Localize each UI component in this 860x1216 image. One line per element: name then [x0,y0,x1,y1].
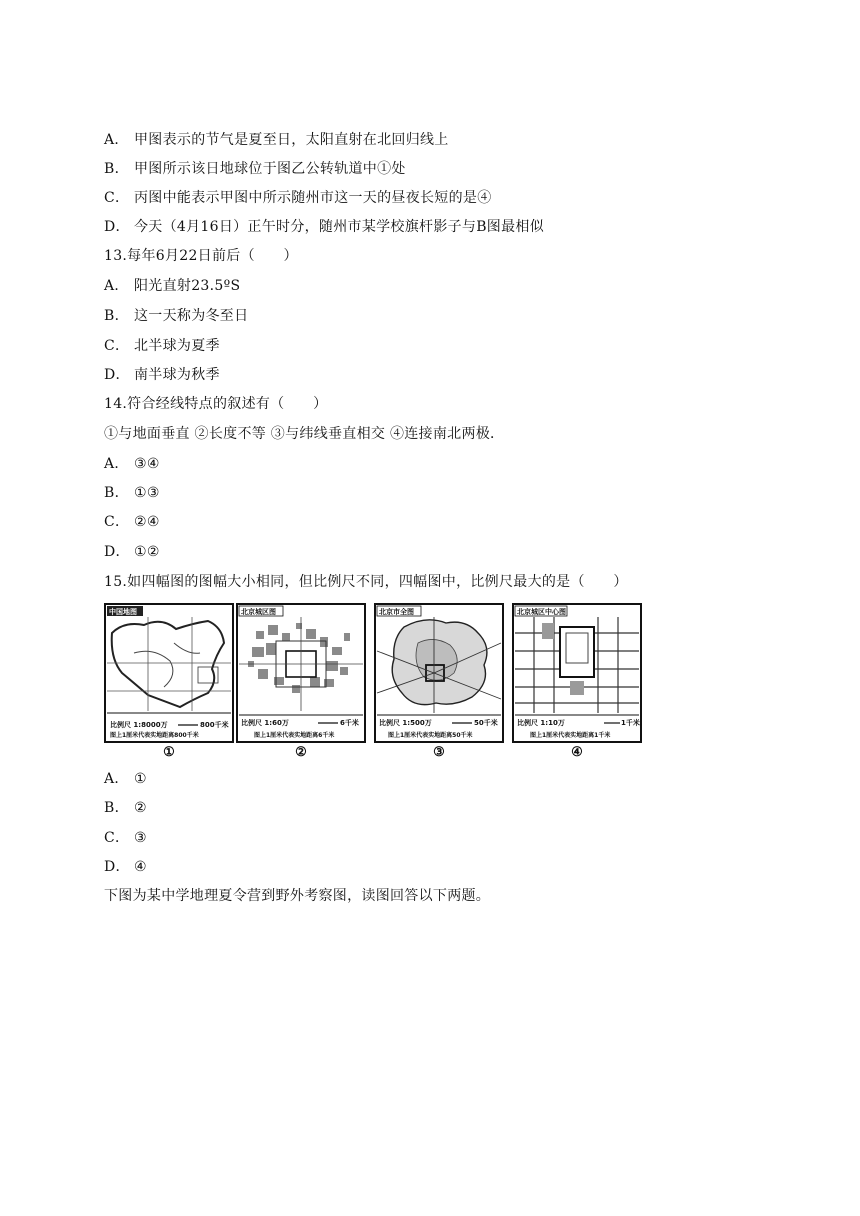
map-4-beijing-center [512,603,642,760]
q13-option-a: A． 阳光直射23.5ºS [104,278,241,294]
map-1-title: 中国地图 [109,608,137,616]
map-3-title: 北京市全图 [379,608,414,616]
map-3-bar: 50千米 [474,719,498,727]
map-1-caption: ① [163,745,175,760]
map-4-title: 北京城区中心图 [517,608,566,616]
map-2-scale: 比例尺 1:60万 [241,719,289,727]
q14-option-a: A． ③④ [104,456,160,472]
q12-option-a: A． 甲图表示的节气是夏至日，太阳直射在北回归线上 [104,132,449,148]
map-2-title: 北京城区图 [241,608,276,616]
q12-option-c: C． 丙图中能表示甲图中所示随州市这一天的昼夜长短的是④ [104,190,492,206]
map-2-beijing-urban [236,603,366,760]
q15-stem: 15.如四幅图的图幅大小相同，但比例尺不同，四幅图中，比例尺最大的是（ ） [104,574,628,590]
map-2-note: 图上1厘米代表实地距离6千米 [254,732,335,739]
q15-option-d: D． ④ [104,859,147,875]
q15-option-a: A． ① [104,771,147,787]
map-3-caption: ③ [433,745,445,760]
map-3-note: 图上1厘米代表实地距离50千米 [388,732,473,739]
map-4-scale: 比例尺 1:10万 [517,719,565,727]
map-1-scale: 比例尺 1:8000万 [110,721,168,729]
q13-option-b: B． 这一天称为冬至日 [104,308,249,324]
map-4-note: 图上1厘米代表实地距离1千米 [530,732,611,739]
q13-option-c: C． 北半球为夏季 [104,338,220,354]
q14-statement: ①与地面垂直 ②长度不等 ③与纬线垂直相交 ④连接南北两极． [104,426,505,442]
map-2-bar: 6千米 [340,719,359,727]
q14-option-d: D． ①② [104,544,160,560]
map-4-caption: ④ [571,745,583,760]
map-3-beijing-full [374,603,504,760]
q12-option-b: B． 甲图所示该日地球位于图乙公转轨道中①处 [104,161,406,177]
map-1-china [104,603,234,760]
q15-option-b: B． ② [104,800,147,816]
map-1-note: 图上1厘米代表实地距离800千米 [110,732,199,739]
four-maps-figure [104,603,644,761]
map-1-bar: 800千米 [200,721,229,729]
q13-option-d: D． 南半球为秋季 [104,367,220,383]
next-section-intro: 下图为某中学地理夏令营到野外考察图，读图回答以下两题。 [104,888,491,904]
q14-option-b: B． ①③ [104,485,160,501]
q12-option-d: D． 今天（4月16日）正午时分，随州市某学校旗杆影子与B图最相似 [104,219,545,235]
map-2-caption: ② [295,745,307,760]
q15-option-c: C． ③ [104,830,147,846]
q14-option-c: C． ②④ [104,514,160,530]
q13-stem: 13.每年6月22日前后（ ） [104,248,298,264]
map-3-scale: 比例尺 1:500万 [379,719,432,727]
map-4-bar: 1千米 [621,719,640,727]
q14-stem: 14.符合经线特点的叙述有（ ） [104,396,328,412]
